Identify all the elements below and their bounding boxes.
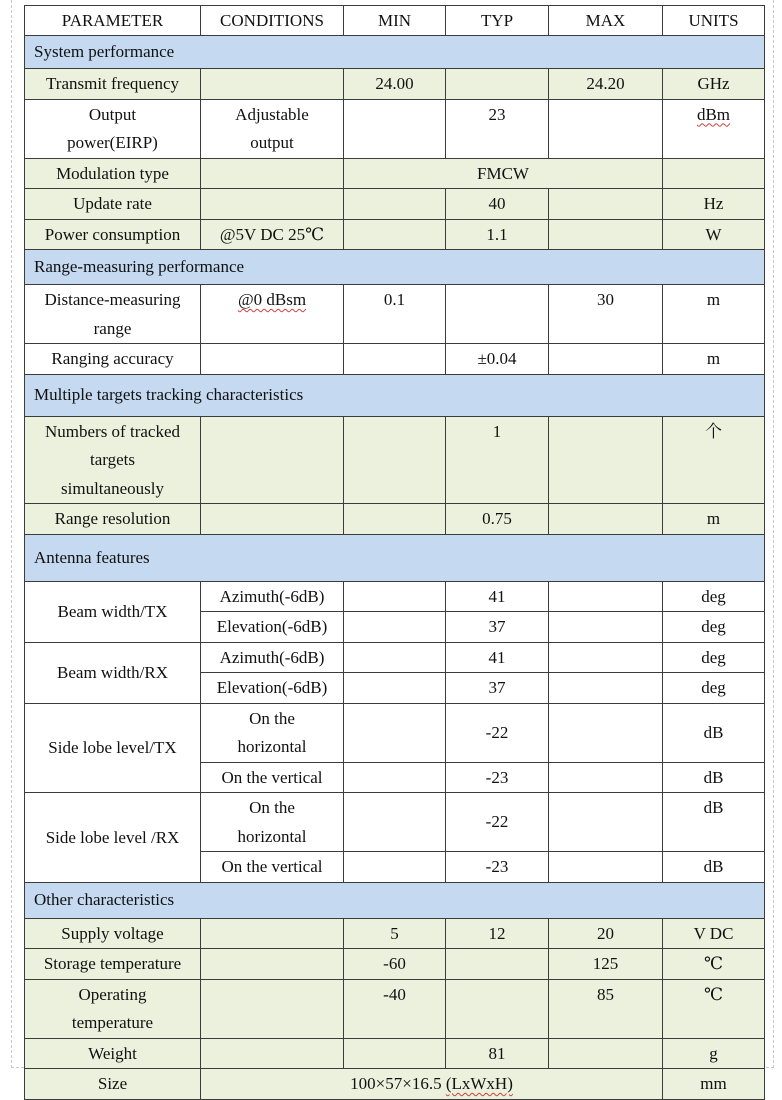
header-typ: TYP (446, 6, 549, 36)
conditions-cell (201, 793, 344, 852)
min-cell: 5 (344, 918, 446, 949)
typ-cell (446, 69, 549, 100)
conditions-cell (201, 99, 344, 158)
typ-cell: 41 (446, 642, 549, 673)
units-cell: W (663, 219, 765, 250)
typ-cell (446, 285, 549, 344)
typ-cell: 23 (446, 99, 549, 158)
min-cell (344, 1038, 446, 1069)
conditions-cell: On the vertical (201, 762, 344, 793)
max-cell (549, 793, 663, 852)
section-title-antenna: Antenna features (25, 534, 765, 581)
max-cell (549, 219, 663, 250)
units-cell: dB (663, 852, 765, 883)
param-cell: Side lobe level /RX (25, 793, 201, 883)
min-cell (344, 581, 446, 612)
conditions-text: @0 dBsm (237, 290, 307, 309)
units-cell: V DC (663, 918, 765, 949)
value-cell (201, 1069, 663, 1100)
max-cell (549, 344, 663, 375)
header-parameter: PARAMETER (25, 6, 201, 36)
param-cell: Size (25, 1069, 201, 1100)
min-cell (344, 852, 446, 883)
conditions-line: Adjustable (235, 104, 309, 124)
min-cell (344, 703, 446, 762)
max-cell (549, 581, 663, 612)
param-line: simultaneously (61, 478, 164, 498)
param-line: Numbers of tracked (44, 421, 180, 441)
max-cell (549, 642, 663, 673)
table-row (25, 1069, 765, 1100)
param-cell: Range resolution (25, 504, 201, 535)
min-cell (344, 99, 446, 158)
conditions-cell (201, 158, 344, 189)
conditions-cell: @5V DC 25℃ (201, 219, 344, 250)
conditions-cell (201, 1038, 344, 1069)
param-cell (25, 979, 201, 1038)
conditions-cell (201, 189, 344, 220)
typ-cell (446, 949, 549, 980)
conditions-line: horizontal (237, 737, 307, 756)
param-cell: Storage temperature (25, 949, 201, 980)
units-cell: 个 (663, 416, 765, 504)
conditions-cell (201, 703, 344, 762)
table-row (25, 344, 765, 375)
units-cell: deg (663, 581, 765, 612)
max-cell (549, 504, 663, 535)
param-line: power(EIRP) (67, 133, 158, 152)
typ-cell: 41 (446, 581, 549, 612)
max-cell: 24.20 (549, 69, 663, 100)
units-cell: ℃ (663, 949, 765, 980)
param-cell: Update rate (25, 189, 201, 220)
max-cell (549, 1038, 663, 1069)
max-cell (549, 703, 663, 762)
max-cell (549, 189, 663, 220)
units-cell: mm (663, 1069, 765, 1100)
param-line: Output (88, 104, 137, 124)
value-cell: FMCW (344, 158, 663, 189)
conditions-cell (201, 69, 344, 100)
param-cell: Beam width/RX (25, 642, 201, 703)
conditions-cell: Elevation(-6dB) (201, 673, 344, 704)
typ-cell: 37 (446, 673, 549, 704)
conditions-cell: Azimuth(-6dB) (201, 581, 344, 612)
units-cell: deg (663, 642, 765, 673)
conditions-line: output (250, 133, 294, 152)
table-row (25, 189, 765, 220)
max-cell: 30 (549, 285, 663, 344)
min-cell (344, 642, 446, 673)
param-line: temperature (71, 1013, 154, 1032)
max-cell (549, 99, 663, 158)
param-line: range (93, 318, 132, 338)
conditions-cell: On the vertical (201, 852, 344, 883)
table-row (25, 219, 765, 250)
header-conditions: CONDITIONS (201, 6, 344, 36)
units-cell: m (663, 344, 765, 375)
typ-cell: 1 (446, 416, 549, 504)
conditions-cell (201, 979, 344, 1038)
conditions-cell (201, 416, 344, 504)
units-cell: dB (663, 762, 765, 793)
conditions-cell (201, 344, 344, 375)
param-cell (25, 416, 201, 504)
units-cell (663, 99, 765, 158)
max-cell (549, 762, 663, 793)
max-cell (549, 416, 663, 504)
units-cell (663, 158, 765, 189)
table-row (25, 703, 765, 762)
max-cell (549, 612, 663, 643)
conditions-cell: Azimuth(-6dB) (201, 642, 344, 673)
min-cell (344, 793, 446, 852)
table-row (25, 793, 765, 852)
table-row (25, 642, 765, 673)
units-cell: dB (663, 703, 765, 762)
typ-cell: 1.1 (446, 219, 549, 250)
param-cell: Beam width/TX (25, 581, 201, 642)
header-max: MAX (549, 6, 663, 36)
typ-cell: -23 (446, 762, 549, 793)
section-row (25, 374, 765, 416)
param-cell: Transmit frequency (25, 69, 201, 100)
units-cell: m (663, 285, 765, 344)
param-cell: Supply voltage (25, 918, 201, 949)
param-line: Distance-measuring (44, 290, 181, 309)
table-row (25, 918, 765, 949)
max-cell: 125 (549, 949, 663, 980)
table-row (25, 158, 765, 189)
table-row (25, 69, 765, 100)
conditions-line: On the (249, 708, 295, 728)
units-cell: g (663, 1038, 765, 1069)
param-line: Operating (78, 984, 147, 1004)
table-row (25, 504, 765, 535)
max-cell (549, 852, 663, 883)
param-cell (25, 99, 201, 158)
units-text: dBm (696, 104, 731, 124)
header-row (25, 6, 765, 36)
size-dimension-label: (LxWxH) (445, 1074, 513, 1093)
size-value: 100×57×16.5 (350, 1074, 446, 1093)
conditions-cell (201, 504, 344, 535)
table-row (25, 99, 765, 158)
conditions-cell (201, 285, 344, 344)
section-row (25, 882, 765, 918)
min-cell (344, 189, 446, 220)
table-row (25, 416, 765, 504)
section-row (25, 250, 765, 285)
section-title-multi: Multiple targets tracking characteristics (25, 374, 765, 416)
units-cell: dB (663, 793, 765, 852)
param-cell: Power consumption (25, 219, 201, 250)
min-cell: -60 (344, 949, 446, 980)
conditions-line: On the (249, 798, 295, 817)
typ-cell: 40 (446, 189, 549, 220)
typ-cell: -23 (446, 852, 549, 883)
units-cell: deg (663, 612, 765, 643)
typ-cell: 0.75 (446, 504, 549, 535)
min-cell (344, 612, 446, 643)
max-cell: 20 (549, 918, 663, 949)
conditions-cell (201, 918, 344, 949)
min-cell: -40 (344, 979, 446, 1038)
param-line: targets (89, 450, 135, 469)
typ-cell: 81 (446, 1038, 549, 1069)
min-cell (344, 219, 446, 250)
units-cell: Hz (663, 189, 765, 220)
units-cell: deg (663, 673, 765, 704)
conditions-cell: Elevation(-6dB) (201, 612, 344, 643)
table-row (25, 979, 765, 1038)
typ-cell: -22 (446, 793, 549, 852)
typ-cell (446, 979, 549, 1038)
spec-table (24, 5, 765, 1100)
section-title-system: System performance (25, 36, 765, 69)
units-cell: m (663, 504, 765, 535)
header-min: MIN (344, 6, 446, 36)
section-title-other: Other characteristics (25, 882, 765, 918)
max-cell: 85 (549, 979, 663, 1038)
typ-cell: ±0.04 (446, 344, 549, 375)
table-row (25, 1038, 765, 1069)
conditions-cell (201, 949, 344, 980)
min-cell (344, 416, 446, 504)
units-cell: ℃ (663, 979, 765, 1038)
typ-cell: 37 (446, 612, 549, 643)
section-row (25, 36, 765, 69)
param-cell: Modulation type (25, 158, 201, 189)
min-cell (344, 504, 446, 535)
section-title-range: Range-measuring performance (25, 250, 765, 285)
table-row (25, 581, 765, 612)
section-row (25, 534, 765, 581)
units-cell: GHz (663, 69, 765, 100)
table-row (25, 285, 765, 344)
min-cell (344, 762, 446, 793)
conditions-line: horizontal (237, 826, 307, 846)
table-row (25, 949, 765, 980)
max-cell (549, 673, 663, 704)
min-cell: 24.00 (344, 69, 446, 100)
param-cell: Weight (25, 1038, 201, 1069)
min-cell (344, 344, 446, 375)
param-cell: Side lobe level/TX (25, 703, 201, 793)
param-cell: Ranging accuracy (25, 344, 201, 375)
min-cell: 0.1 (344, 285, 446, 344)
typ-cell: -22 (446, 703, 549, 762)
header-units: UNITS (663, 6, 765, 36)
min-cell (344, 673, 446, 704)
typ-cell: 12 (446, 918, 549, 949)
param-cell (25, 285, 201, 344)
